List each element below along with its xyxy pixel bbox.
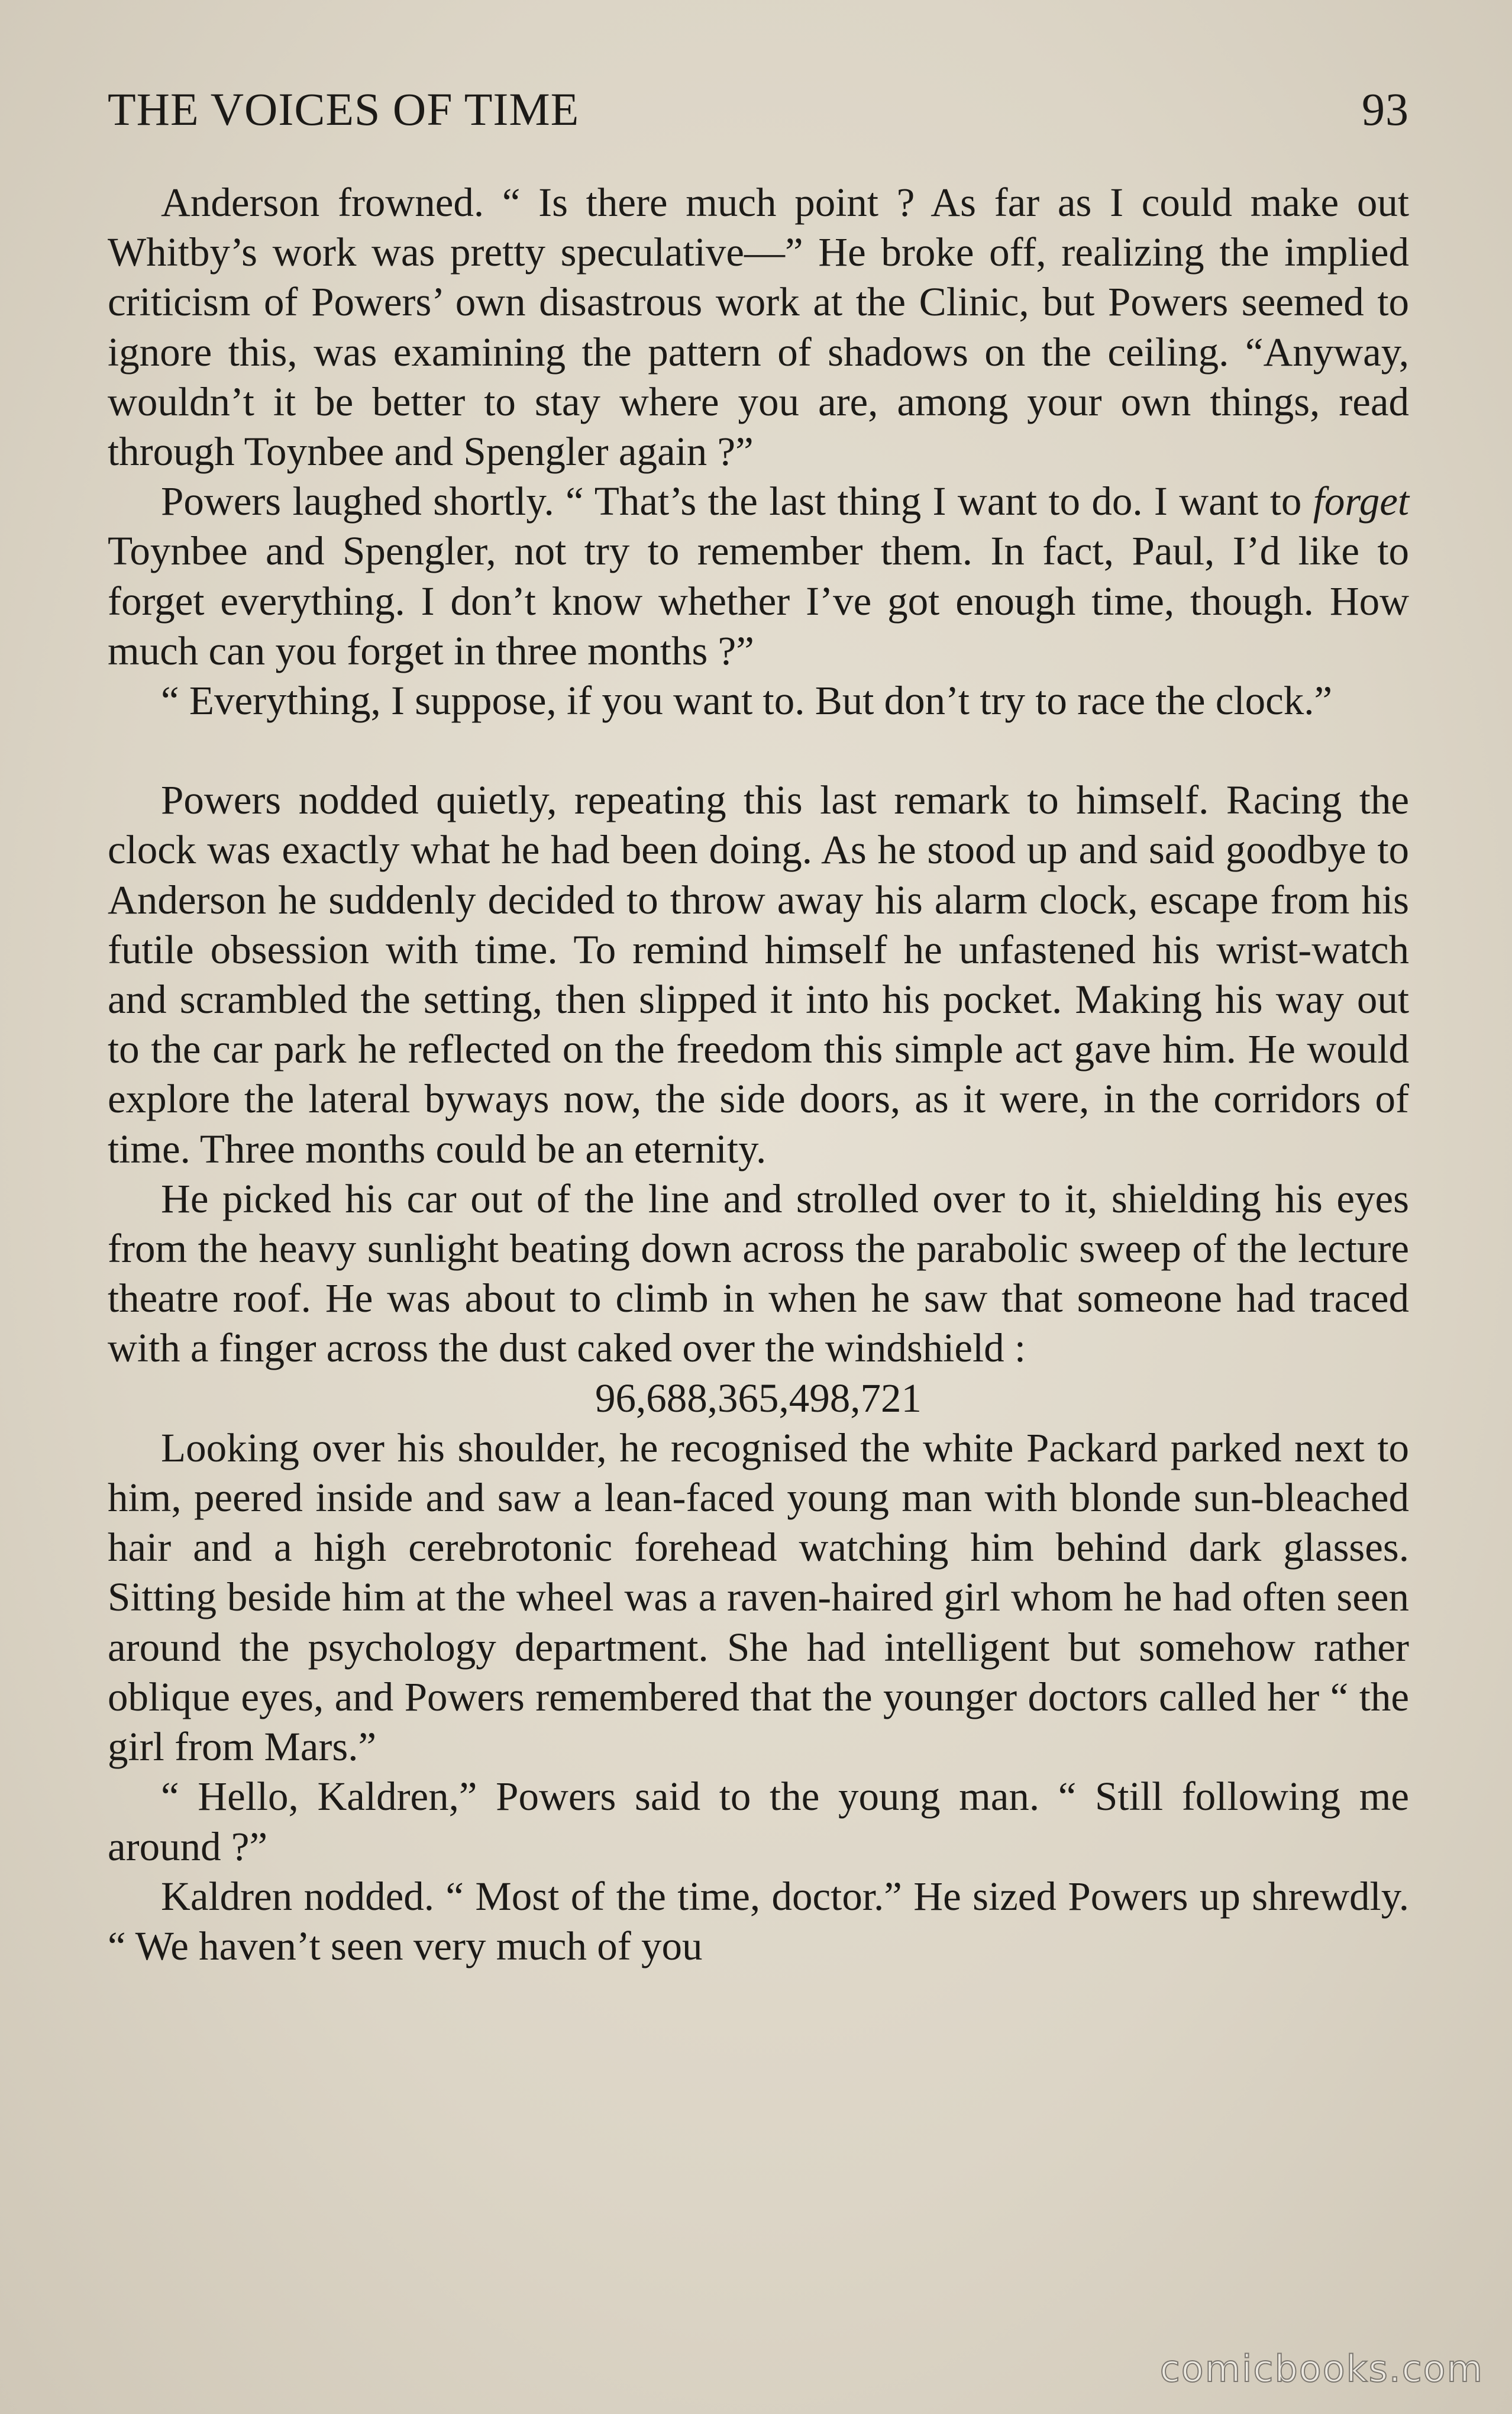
paragraph — [108, 476, 1409, 676]
page-header — [108, 77, 1409, 142]
page-number: 93 — [1362, 83, 1409, 135]
paragraph: Kaldren nodded. “ Most of the time, doctor.” He sized Powers up shrewdly. “ We haven’t seen very much of you — [108, 1873, 1409, 1968]
paragraph: Anderson frowned. “ Is there much point ? As far as I could make out Whitby’s work was pretty speculative—” He broke off, realizing the implied criticism of Powers’ own disastrous work at the Clinic, but Powers seemed to ignore this, was examining the pattern of shadows on the ceiling. “Anyway, wouldn’t it be better to stay where you are, among your own things, read through Toynbee and Spengler again ?” — [108, 180, 1409, 475]
body-text — [108, 178, 1409, 1971]
paragraph: “ Everything, I suppose, if you want to. But don’t try to race the clock.” — [161, 678, 1333, 724]
running-title: THE VOICES OF TIME — [108, 83, 580, 135]
paragraph: Looking over his shoulder, he recognised the white Packard parked next to him, peered inside and saw a lean-faced young man with blonde sun-bleached hair and a high cerebrotonic forehead watching him behind dark glasses. Sitting beside him at the wheel was a raven-haired girl whom he had often seen around the psychology department. She had intelligent but somehow rather oblique eyes, and Powers remembered that the younger doctors called her “ the girl from Mars.” — [108, 1425, 1409, 1770]
paragraph-text: Powers laughed shortly. “ That’s the last thing I want to do. I want to — [161, 479, 1313, 524]
paragraph: He picked his car out of the line and strolled over to it, shielding his eyes from the heavy sunlight beating down across the parabolic sweep of the lecture theatre roof. He was about to climb in when he saw that someone had traced with a finger across the dust caked over the windshield : — [108, 1176, 1409, 1371]
windshield-number: 96,688,365,498,721 — [595, 1375, 922, 1421]
watermark: comicbooks.com — [1159, 2347, 1484, 2390]
italic-word: forget — [1313, 479, 1409, 524]
paragraph-text: Toynbee and Spengler, not try to remember them. In fact, Paul, I’d like to forget everything. I don’t know whether I’ve got enough time, though. How much can you forget in three months ?” — [108, 528, 1409, 673]
paragraph: Powers nodded quietly, repeating this last remark to himself. Racing the clock was exactly what he had been doing. As he stood up and said goodbye to Anderson he suddenly decided to throw away his alarm clock, escape from his futile obsession with time. To remind himself he unfastened his wrist-watch and scrambled the setting, then slipped it into his pocket. Making his way out to the car park he reflected on the freedom this simple act gave him. He would explore the lateral byways now, the side doors, as it were, in the corridors of time. Three months could be an eternity. — [108, 777, 1409, 1172]
paragraph: “ Hello, Kaldren,” Powers said to the young man. “ Still following me around ?” — [108, 1774, 1409, 1869]
